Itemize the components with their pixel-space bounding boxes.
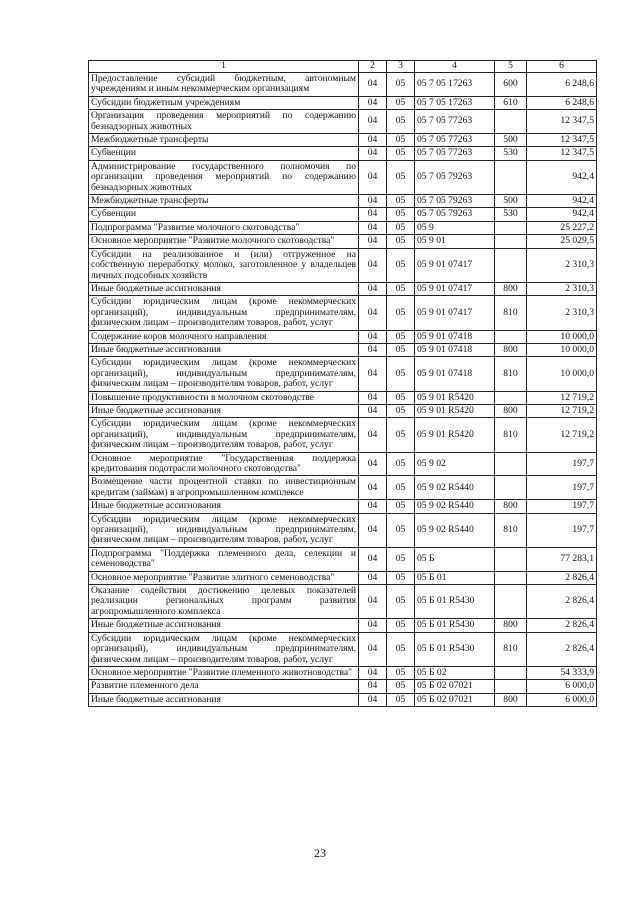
amount-cell: 6 248,6: [527, 73, 597, 97]
row-name-cell: Возмещение части процентной ставки по инвестиционным кредитам (займам) в агропромышленном комплексе: [89, 476, 359, 500]
expense-type-cell: 810: [495, 296, 527, 330]
section-code-cell: 04: [359, 547, 387, 571]
section-code-cell: 04: [359, 330, 387, 343]
subsection-code-cell: 05: [387, 296, 415, 330]
target-article-cell: 05 7 05 17263: [415, 96, 495, 109]
subsection-code-cell: 05: [387, 476, 415, 500]
target-article-cell: 05 Б 02 07021: [415, 680, 495, 693]
row-name-cell: Администрирование государственного полномочия по организации проведения мероприятий по содержанию безнадзорных животных: [89, 160, 359, 194]
target-article-cell: 05 9 01 07418: [415, 357, 495, 391]
section-code-cell: 04: [359, 248, 387, 282]
table-row: [89, 235, 597, 248]
subsection-code-cell: 05: [387, 343, 415, 356]
target-article-cell: 05 9 01 07417: [415, 296, 495, 330]
row-name-cell: Субсидии юридическим лицам (кроме некоммерческих организаций), индивидуальным предпринимателям, физическим лицам – производителям товаров, работ, услуг: [89, 632, 359, 666]
subsection-code-cell: 05: [387, 619, 415, 632]
section-code-cell: 04: [359, 476, 387, 500]
expense-type-cell: [495, 680, 527, 693]
target-article-cell: 05 9 01 R5420: [415, 418, 495, 452]
amount-cell: 2 826,4: [527, 632, 597, 666]
section-code-cell: 04: [359, 147, 387, 160]
expense-type-cell: 800: [495, 500, 527, 513]
target-article-cell: 05 Б 01 R5430: [415, 632, 495, 666]
section-code-cell: 04: [359, 571, 387, 584]
target-article-cell: 05 9 01 07417: [415, 248, 495, 282]
column-header: 5: [495, 61, 527, 73]
row-name-cell: Содержание коров молочного направления: [89, 330, 359, 343]
amount-cell: 2 826,4: [527, 571, 597, 584]
subsection-code-cell: 05: [387, 248, 415, 282]
expense-type-cell: [495, 585, 527, 619]
row-name-cell: Субсидии на реализованное и (или) отгруженное на собственную переработку молоко, заготовленное у владельцев личных подсобных хозяйств: [89, 248, 359, 282]
table-row: [89, 619, 597, 632]
expense-type-cell: [495, 452, 527, 476]
row-name-cell: Иные бюджетные ассигнования: [89, 500, 359, 513]
section-code-cell: 04: [359, 513, 387, 547]
amount-cell: 12 719,2: [527, 404, 597, 417]
amount-cell: 25 029,5: [527, 235, 597, 248]
column-header: 3: [387, 61, 415, 73]
expense-type-cell: 800: [495, 343, 527, 356]
page-number: 23: [314, 846, 326, 860]
amount-cell: 12 719,2: [527, 418, 597, 452]
row-name-cell: Повышение продуктивности в молочном скотоводстве: [89, 391, 359, 404]
subsection-code-cell: 05: [387, 666, 415, 679]
table-row: [89, 500, 597, 513]
amount-cell: 197,7: [527, 500, 597, 513]
target-article-cell: 05 9 01 R5420: [415, 391, 495, 404]
row-name-cell: Иные бюджетные ассигнования: [89, 619, 359, 632]
row-name-cell: Подпрограмма "Поддержка племенного дела, селекции и семеноводства": [89, 547, 359, 571]
budget-table: [88, 60, 597, 707]
expense-type-cell: [495, 160, 527, 194]
section-code-cell: 04: [359, 282, 387, 295]
target-article-cell: 05 9 02 R5440: [415, 476, 495, 500]
table-row: [89, 476, 597, 500]
table-row: [89, 513, 597, 547]
table-row: [89, 221, 597, 234]
amount-cell: 12 347,5: [527, 134, 597, 147]
expense-type-cell: 500: [495, 134, 527, 147]
subsection-code-cell: 05: [387, 330, 415, 343]
subsection-code-cell: 05: [387, 235, 415, 248]
table-row: [89, 693, 597, 706]
section-code-cell: 04: [359, 110, 387, 134]
row-name-cell: Межбюджетные трансферты: [89, 195, 359, 208]
expense-type-cell: 800: [495, 404, 527, 417]
amount-cell: 10 000,0: [527, 357, 597, 391]
column-header: 6: [527, 61, 597, 73]
target-article-cell: 05 9 02 R5440: [415, 500, 495, 513]
table-row: [89, 195, 597, 208]
subsection-code-cell: 05: [387, 208, 415, 221]
target-article-cell: 05 7 05 77263: [415, 134, 495, 147]
amount-cell: 12 347,5: [527, 147, 597, 160]
expense-type-cell: [495, 248, 527, 282]
amount-cell: 77 283,1: [527, 547, 597, 571]
subsection-code-cell: 05: [387, 195, 415, 208]
target-article-cell: 05 7 05 77263: [415, 147, 495, 160]
row-name-cell: Развитие племенного дела: [89, 680, 359, 693]
row-name-cell: Субсидии юридическим лицам (кроме некоммерческих организаций), индивидуальным предпринимателям, физическим лицам – производителям товаров, работ, услуг: [89, 513, 359, 547]
amount-cell: 10 000,0: [527, 330, 597, 343]
target-article-cell: 05 Б 02: [415, 666, 495, 679]
subsection-code-cell: 05: [387, 221, 415, 234]
subsection-code-cell: 05: [387, 147, 415, 160]
expense-type-cell: 810: [495, 632, 527, 666]
section-code-cell: 04: [359, 160, 387, 194]
table-row: [89, 96, 597, 109]
section-code-cell: 04: [359, 208, 387, 221]
table-row: [89, 585, 597, 619]
table-body: [89, 73, 597, 707]
amount-cell: 54 333,9: [527, 666, 597, 679]
expense-type-cell: 500: [495, 195, 527, 208]
subsection-code-cell: 05: [387, 513, 415, 547]
section-code-cell: 04: [359, 666, 387, 679]
row-name-cell: Субсидии юридическим лицам (кроме некоммерческих организаций), индивидуальным предпринимателям, физическим лицам – производителям товаров, работ, услуг: [89, 357, 359, 391]
amount-cell: 12 347,5: [527, 110, 597, 134]
row-name-cell: Субвенции: [89, 147, 359, 160]
table-row: [89, 452, 597, 476]
section-code-cell: 04: [359, 391, 387, 404]
expense-type-cell: [495, 547, 527, 571]
row-name-cell: Основное мероприятие "Государственная поддержка кредитования подотрасли молочного скотоводства": [89, 452, 359, 476]
table-row: [89, 147, 597, 160]
target-article-cell: 05 9 01 R5420: [415, 404, 495, 417]
row-name-cell: Иные бюджетные ассигнования: [89, 282, 359, 295]
column-header: 4: [415, 61, 495, 73]
target-article-cell: 05 9: [415, 221, 495, 234]
table-row: [89, 666, 597, 679]
section-code-cell: 04: [359, 195, 387, 208]
amount-cell: 2 310,3: [527, 248, 597, 282]
section-code-cell: 04: [359, 619, 387, 632]
amount-cell: 197,7: [527, 513, 597, 547]
subsection-code-cell: 05: [387, 96, 415, 109]
expense-type-cell: 810: [495, 418, 527, 452]
target-article-cell: 05 9 01: [415, 235, 495, 248]
expense-type-cell: [495, 666, 527, 679]
expense-type-cell: 530: [495, 208, 527, 221]
amount-cell: 6 000,0: [527, 693, 597, 706]
section-code-cell: 04: [359, 632, 387, 666]
expense-type-cell: [495, 235, 527, 248]
expense-type-cell: 800: [495, 282, 527, 295]
amount-cell: 942,4: [527, 195, 597, 208]
amount-cell: 197,7: [527, 476, 597, 500]
row-name-cell: Субсидии юридическим лицам (кроме некоммерческих организаций), индивидуальным предпринимателям, физическим лицам – производителям товаров, работ, услуг: [89, 418, 359, 452]
section-code-cell: 04: [359, 134, 387, 147]
row-name-cell: Основное мероприятие "Развитие племенного животноводства": [89, 666, 359, 679]
expense-type-cell: 800: [495, 619, 527, 632]
amount-cell: 942,4: [527, 160, 597, 194]
expense-type-cell: 530: [495, 147, 527, 160]
column-header: 2: [359, 61, 387, 73]
table-row: [89, 632, 597, 666]
amount-cell: 10 000,0: [527, 343, 597, 356]
amount-cell: 942,4: [527, 208, 597, 221]
table-header-row: [89, 61, 597, 73]
target-article-cell: 05 Б 01 R5430: [415, 585, 495, 619]
amount-cell: 12 719,2: [527, 391, 597, 404]
expense-type-cell: [495, 221, 527, 234]
subsection-code-cell: 05: [387, 418, 415, 452]
section-code-cell: 04: [359, 418, 387, 452]
target-article-cell: 05 Б: [415, 547, 495, 571]
table-row: [89, 547, 597, 571]
subsection-code-cell: 05: [387, 632, 415, 666]
subsection-code-cell: 05: [387, 134, 415, 147]
amount-cell: 6 000,0: [527, 680, 597, 693]
expense-type-cell: [495, 330, 527, 343]
subsection-code-cell: 05: [387, 404, 415, 417]
subsection-code-cell: 05: [387, 110, 415, 134]
section-code-cell: 04: [359, 404, 387, 417]
target-article-cell: 05 7 05 17263: [415, 73, 495, 97]
table-row: [89, 391, 597, 404]
target-article-cell: 05 7 05 79263: [415, 208, 495, 221]
section-code-cell: 04: [359, 585, 387, 619]
amount-cell: 6 248,6: [527, 96, 597, 109]
subsection-code-cell: 05: [387, 391, 415, 404]
table-row: [89, 282, 597, 295]
table-row: [89, 418, 597, 452]
table-row: [89, 571, 597, 584]
table-row: [89, 73, 597, 97]
row-name-cell: Иные бюджетные ассигнования: [89, 693, 359, 706]
row-name-cell: Организация проведения мероприятий по содержанию безнадзорных животных: [89, 110, 359, 134]
section-code-cell: 04: [359, 343, 387, 356]
row-name-cell: Субсидии юридическим лицам (кроме некоммерческих организаций), индивидуальным предпринимателям, физическим лицам – производителям товаров, работ, услуг: [89, 296, 359, 330]
row-name-cell: Предоставление субсидий бюджетным, автономным учреждениям и иным некоммерческим организациям: [89, 73, 359, 97]
expense-type-cell: [495, 476, 527, 500]
row-name-cell: Основное мероприятие "Развитие элитного семеноводства": [89, 571, 359, 584]
subsection-code-cell: 05: [387, 160, 415, 194]
row-name-cell: Основное мероприятие "Развитие молочного скотоводства": [89, 235, 359, 248]
section-code-cell: 04: [359, 73, 387, 97]
subsection-code-cell: 05: [387, 282, 415, 295]
section-code-cell: 04: [359, 680, 387, 693]
subsection-code-cell: 05: [387, 500, 415, 513]
amount-cell: 2 826,4: [527, 585, 597, 619]
target-article-cell: 05 7 05 79263: [415, 160, 495, 194]
section-code-cell: 04: [359, 693, 387, 706]
expense-type-cell: 810: [495, 357, 527, 391]
table-row: [89, 296, 597, 330]
row-name-cell: Межбюджетные трансферты: [89, 134, 359, 147]
expense-type-cell: 610: [495, 96, 527, 109]
expense-type-cell: 800: [495, 693, 527, 706]
row-name-cell: Подпрограмма "Развитие молочного скотоводства": [89, 221, 359, 234]
table-row: [89, 160, 597, 194]
table-row: [89, 110, 597, 134]
target-article-cell: 05 9 01 07418: [415, 330, 495, 343]
target-article-cell: 05 9 02: [415, 452, 495, 476]
amount-cell: 2 310,3: [527, 282, 597, 295]
row-name-cell: Оказание содействия достижению целевых показателей реализации региональных программ развития агропромышленного комплекса: [89, 585, 359, 619]
table-row: [89, 134, 597, 147]
target-article-cell: 05 9 01 07418: [415, 343, 495, 356]
section-code-cell: 04: [359, 235, 387, 248]
amount-cell: 25 227,2: [527, 221, 597, 234]
subsection-code-cell: 05: [387, 452, 415, 476]
expense-type-cell: [495, 110, 527, 134]
amount-cell: 2 826,4: [527, 619, 597, 632]
section-code-cell: 04: [359, 357, 387, 391]
row-name-cell: Субвенции: [89, 208, 359, 221]
target-article-cell: 05 7 05 77263: [415, 110, 495, 134]
subsection-code-cell: 05: [387, 585, 415, 619]
subsection-code-cell: 05: [387, 680, 415, 693]
expense-type-cell: 600: [495, 73, 527, 97]
section-code-cell: 04: [359, 296, 387, 330]
row-name-cell: Субсидии бюджетным учреждениям: [89, 96, 359, 109]
target-article-cell: 05 Б 02 07021: [415, 693, 495, 706]
table-row: [89, 248, 597, 282]
subsection-code-cell: 05: [387, 73, 415, 97]
table-row: [89, 208, 597, 221]
expense-type-cell: 810: [495, 513, 527, 547]
amount-cell: 197,7: [527, 452, 597, 476]
column-header: 1: [89, 61, 359, 73]
amount-cell: 2 310,3: [527, 296, 597, 330]
subsection-code-cell: 05: [387, 571, 415, 584]
target-article-cell: 05 Б 01 R5430: [415, 619, 495, 632]
row-name-cell: Иные бюджетные ассигнования: [89, 404, 359, 417]
table-row: [89, 680, 597, 693]
table-row: [89, 343, 597, 356]
expense-type-cell: [495, 391, 527, 404]
section-code-cell: 04: [359, 96, 387, 109]
table-row: [89, 404, 597, 417]
row-name-cell: Иные бюджетные ассигнования: [89, 343, 359, 356]
subsection-code-cell: 05: [387, 357, 415, 391]
target-article-cell: 05 9 01 07417: [415, 282, 495, 295]
expense-type-cell: [495, 571, 527, 584]
subsection-code-cell: 05: [387, 693, 415, 706]
section-code-cell: 04: [359, 452, 387, 476]
target-article-cell: 05 9 02 R5440: [415, 513, 495, 547]
section-code-cell: 04: [359, 221, 387, 234]
section-code-cell: 04: [359, 500, 387, 513]
table-row: [89, 357, 597, 391]
target-article-cell: 05 7 05 79263: [415, 195, 495, 208]
target-article-cell: 05 Б 01: [415, 571, 495, 584]
subsection-code-cell: 05: [387, 547, 415, 571]
table-row: [89, 330, 597, 343]
